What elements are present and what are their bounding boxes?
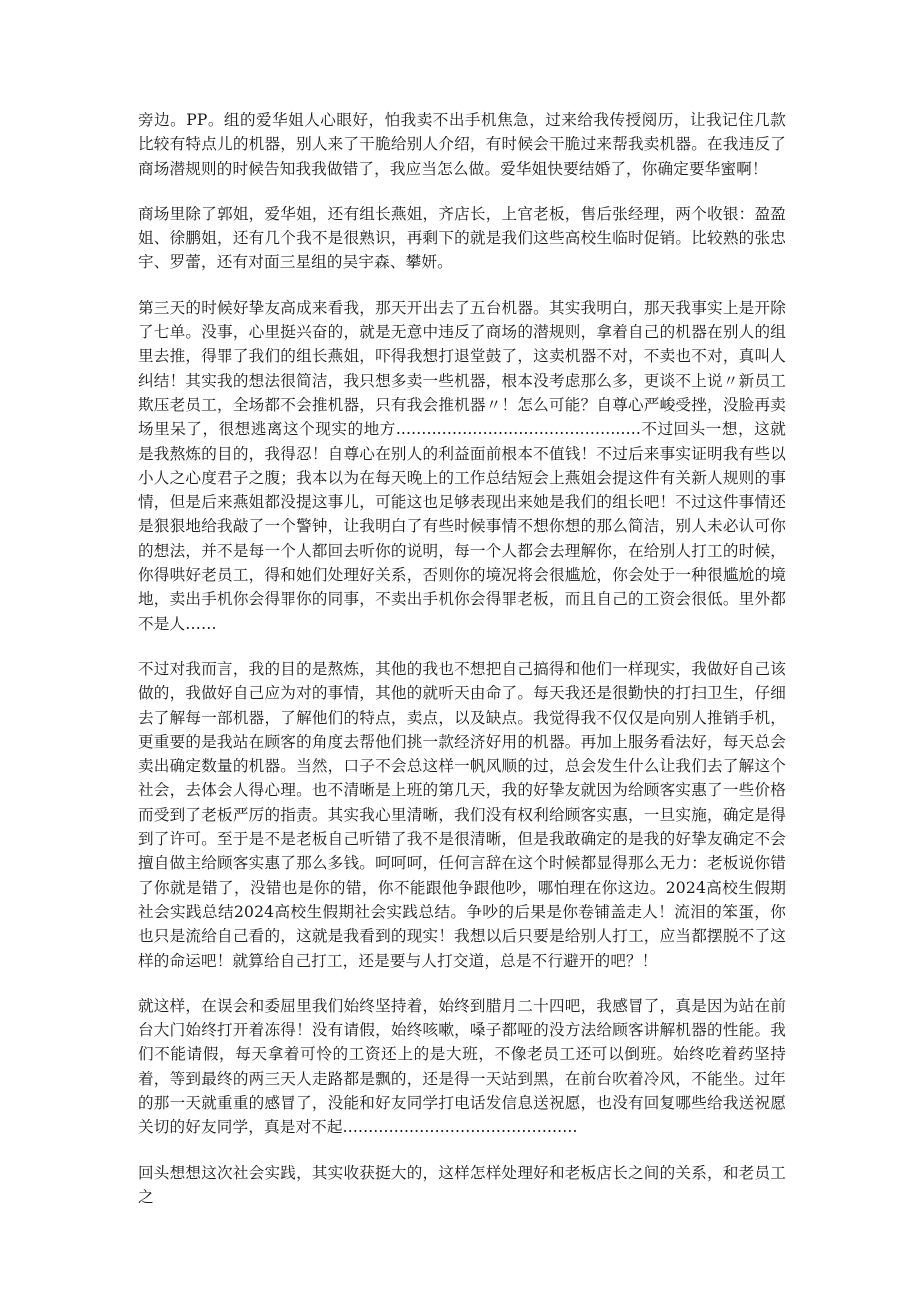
paragraph-3: 第三天的时候好挚友高成来看我，那天开出去了五台机器。其实我明白，那天我事实上是开除了七单。没事，心里挺兴奋的，就是无意中违反了商场的潜规则，拿着自己的机器在别人的组里去推，得罪了我们的组长燕姐，吓得我想打退堂鼓了，这卖机器不对，不卖也不对，真叫人纠结！其实我的想法很简洁，我只想多卖一些机器，根本没考虑那么多，更谈不上说〃新员工欺压老员工，全场都不会推机器，只有我会推机器〃！怎么可能？自尊心严峻受挫，没脸再卖场里呆了，很想逃离这个现实的地方................................................不过回头一想，这就是我熬炼的目的，我得忍！自尊心在别人的利益面前根本不值钱！不过后来事实证明我有些以小人之心度君子之腹；我本以为在每天晚上的工作总结短会上燕姐会提这件有关新人规则的事情，但是后来燕姐都没提这事儿，可能这也足够表现出来她是我们的组长吧！不过这件事情还是狠狠地给我敲了一个警钟，让我明白了有些时候事情不想你想的那么简洁，别人未必认可你的想法，并不是每一个人都回去听你的说明，每一个人都会去理解你，在给别人打工的时候，你得哄好老员工，得和她们处理好关系，否则你的境况将会很尴尬，你会处于一种很尴尬的境地，卖出手机你会得罪你的同事，不卖出手机你会得罪老板，而且自己的工资会很低。里外都不是人……	[138, 298, 786, 633]
paragraph-6: 回头想想这次社会实践，其实收获挺大的，这样怎样处理好和老板店长之间的关系，和老员工之	[138, 1163, 786, 1206]
paragraph-4: 不过对我而言，我的目的是熬炼，其他的我也不想把自己搞得和他们一样现实，我做好自己该做的，我做好自己应为对的事情，其他的就听天由命了。每天我还是很勤快的打扫卫生，仔细去了解每一部机器，了解他们的特点，卖点，以及缺点。我觉得我不仅仅是向别人推销手机，更重要的是我站在顾客的角度去帮他们挑一款经济好用的机器。再加上服务看法好，每天总会卖出确定数量的机器。当然，口子不会总这样一帆风顺的过，总会发生什么让我们去了解这个社会，去体会人得心理。也不清晰是上班的第几天，我的好挚友就因为给顾客实惠了一些价格而受到了老板严厉的指责。其实我心里清晰，我们没有权利给顾客实惠，一旦实施，确定是得到了许可。至于是不是老板自己听错了我不是很清晰，但是我敢确定的是我的好挚友确定不会擅自做主给顾客实惠了那么多钱。呵呵呵，任何言辞在这个时候都显得那么无力：老板说你错了你就是错了，没错也是你的错，你不能跟他争跟他吵，哪怕理在你这边。2024高校生假期社会实践总结2024高校生假期社会实践总结。争吵的后果是你卷铺盖走人！流泪的笨蛋，你也只是流给自己看的，这就是我看到的现实！我想以后只要是给别人打工，应当都摆脱不了这样的命运吧！就算给自己打工，还是要与人打交道，总是不行避开的吧？！	[138, 659, 786, 970]
paragraph-1: 旁边。PP。组的爱华姐人心眼好，怕我卖不出手机焦急，过来给我传授阅历，让我记住几款比较有特点儿的机器，别人来了干脆给别人介绍，有时候会干脆过来帮我卖机器。在我违反了商场潜规则的时候告知我我做错了，我应当怎么做。爱华姐快要结婚了，你确定要华蜜啊！	[138, 111, 786, 178]
document-page	[138, 108, 786, 1230]
paragraph-5: 就这样，在误会和委屈里我们始终坚持着，始终到腊月二十四吧，我感冒了，真是因为站在前台大门始终打开着冻得！没有请假，始终咳嗽，嗓子都哑的没方法给顾客讲解机器的性能。我们不能请假，每天拿着可怜的工资还上的是大班，不像老员工还可以倒班。始终吃着药坚持着，等到最终的两三天人走路都是飘的，还是得一天站到黑，在前台吹着冷风，不能坐。过年的那一天就重重的感冒了，没能和好友同学打电话发信息送祝愿，也没有回复哪些给我送祝愿关切的好友同学，真是对不起..............................................	[138, 996, 786, 1137]
paragraph-2: 商场里除了郭姐，爱华姐，还有组长燕姐，齐店长，上官老板，售后张经理，两个收银：盈盈姐、徐鹏姐，还有几个我不是很熟识，再剩下的就是我们这些高校生临时促销。比较熟的张忠宇、罗蕾，还有对面三星组的吴宇森、攀妍。	[138, 204, 786, 272]
